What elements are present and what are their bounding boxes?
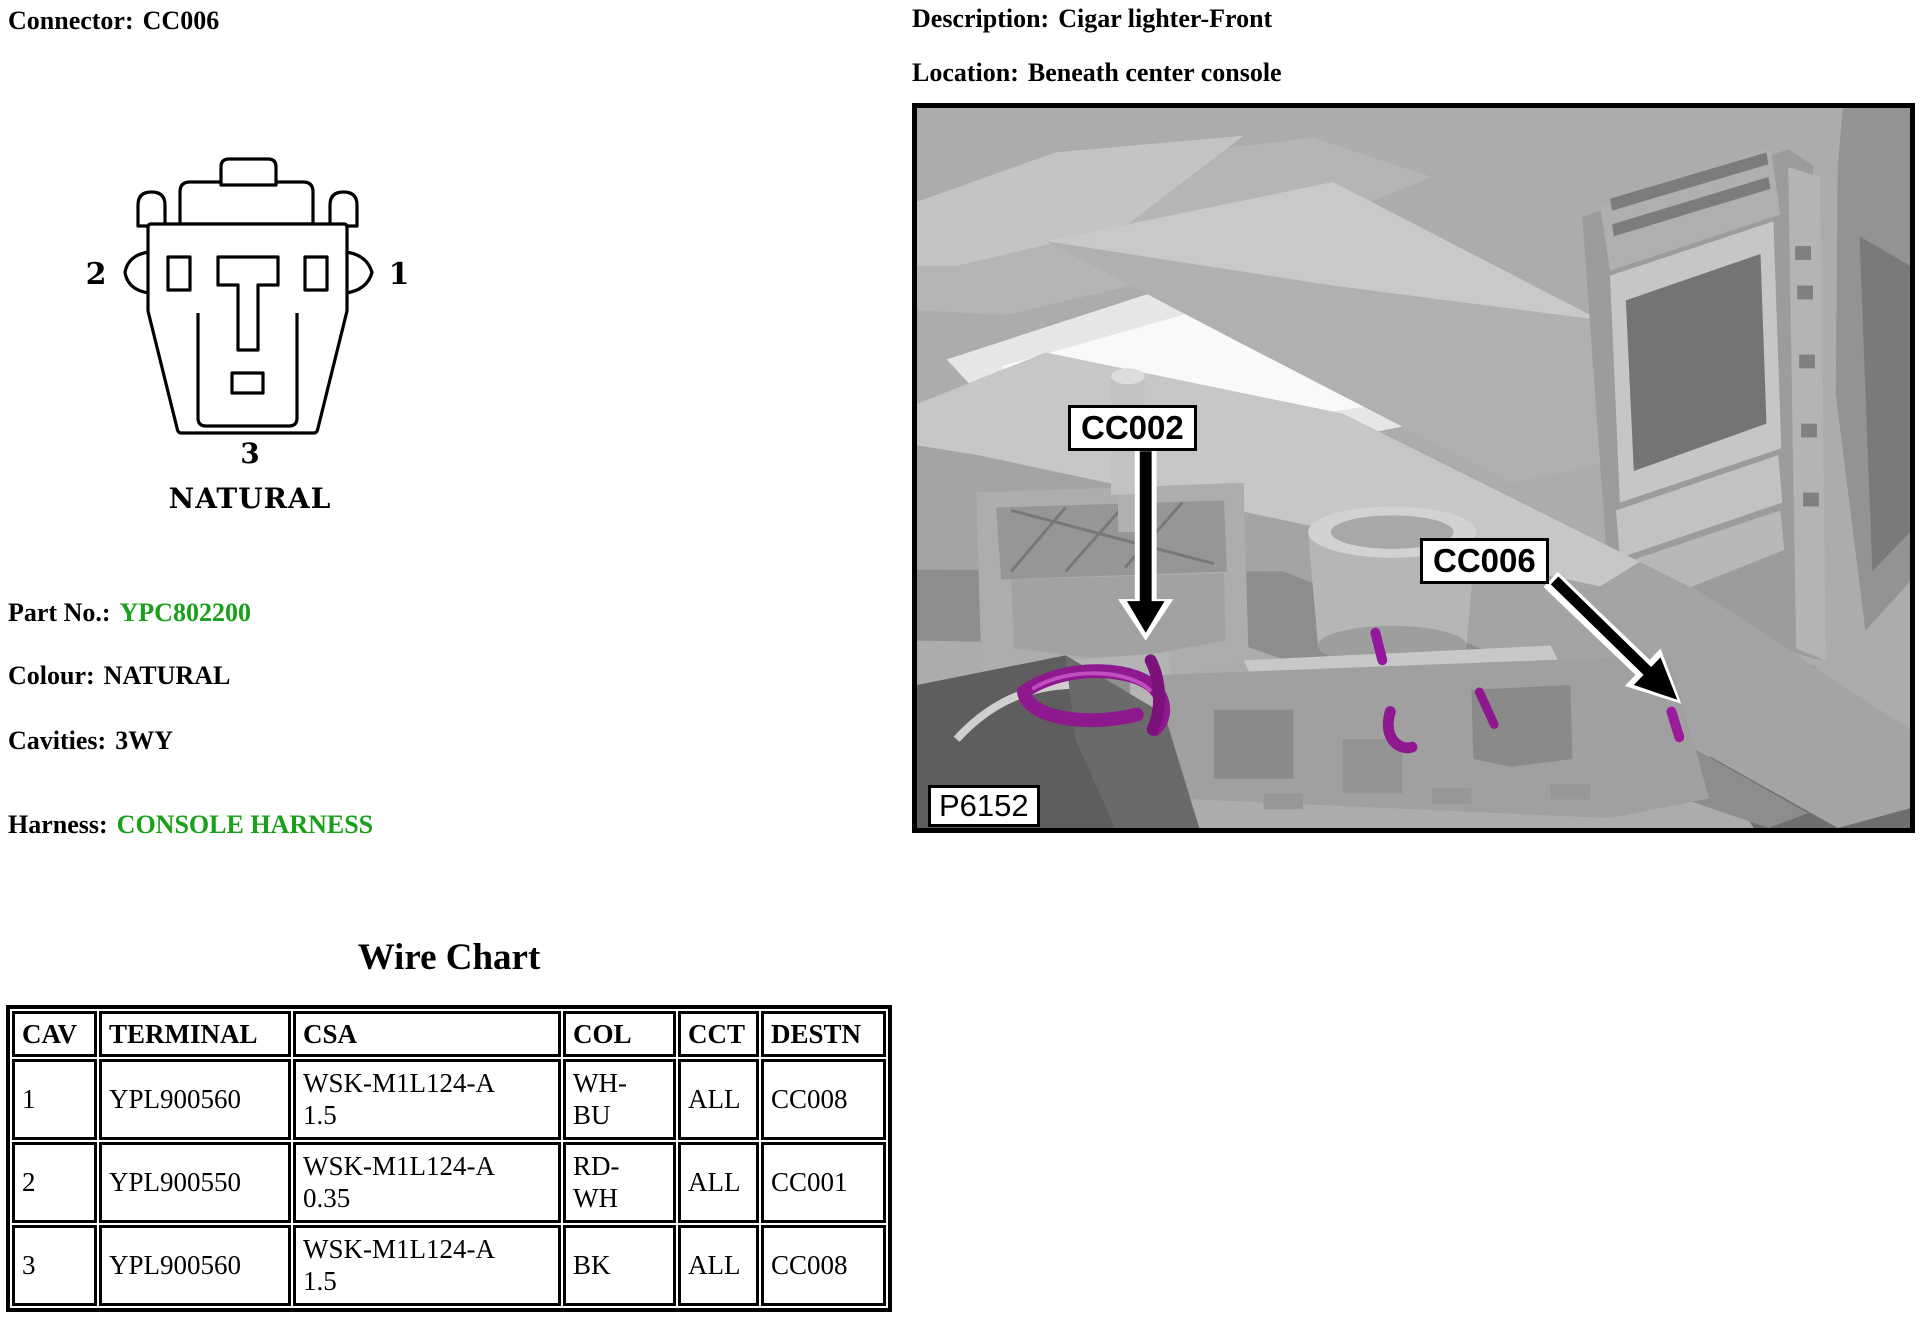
col-header-col: COL [563,1011,676,1057]
console-illustration [917,108,1910,828]
connector-label: Connector: [8,6,134,35]
cell-destn: CC008 [761,1059,886,1140]
cell-col [563,1225,676,1306]
table-row [12,1142,886,1223]
connector-value: CC006 [142,6,220,35]
description-line [912,4,1272,34]
cell-cav: 1 [12,1059,97,1140]
cell-cav: 2 [12,1142,97,1223]
description-value: Cigar lighter-Front [1058,4,1273,33]
harness-label: Harness: [8,810,108,839]
col-header-cav: CAV [12,1011,97,1057]
part-no-line [8,598,251,628]
csa-value: WSK-M1L124-A 0.35 [303,1150,494,1213]
cell-destn: CC008 [761,1225,886,1306]
col-header-terminal: TERMINAL [99,1011,291,1057]
wire-chart-header-row [12,1011,886,1057]
col-header-cct: CCT [678,1011,759,1057]
figure-id-badge: P6152 [928,785,1040,827]
cell-cct: ALL [678,1059,759,1140]
cell-csa [293,1225,561,1306]
pin-3-label: 3 [240,437,260,470]
cell-cct: ALL [678,1225,759,1306]
connector-face-diagram [85,150,410,470]
col-value: WH-BU [573,1067,627,1130]
cc002-callout: CC002 [1068,405,1197,451]
pin-1-label: 1 [388,257,410,292]
location-label: Location: [912,58,1019,87]
harness-line [8,810,373,840]
col-header-csa: CSA [293,1011,561,1057]
col-value: BK [573,1249,611,1280]
colour-label: Colour: [8,661,95,690]
part-no-label: Part No.: [8,598,111,627]
table-row [12,1225,886,1306]
colour-line [8,661,230,691]
cell-csa [293,1142,561,1223]
cavities-label: Cavities: [8,726,107,755]
table-row [12,1059,886,1140]
cell-destn: CC001 [761,1142,886,1223]
cell-terminal: YPL900550 [99,1142,291,1223]
cell-col [563,1059,676,1140]
pin-2-label: 2 [85,257,107,292]
colour-value: NATURAL [103,661,231,690]
description-label: Description: [912,4,1050,33]
location-value: Beneath center console [1027,58,1282,87]
cell-cct: ALL [678,1142,759,1223]
cavities-value: 3WY [115,726,173,755]
harness-value: CONSOLE HARNESS [116,810,374,839]
connector-heading [8,6,219,36]
wire-chart-title: Wire Chart [357,937,541,978]
connector-colour-caption: NATURAL [168,482,332,515]
cell-csa [293,1059,561,1140]
location-line [912,58,1282,88]
cavities-line [8,726,173,756]
cell-terminal: YPL900560 [99,1059,291,1140]
part-no-value: YPC802200 [119,598,251,627]
csa-value: WSK-M1L124-A 1.5 [303,1067,494,1130]
col-header-destn: DESTN [761,1011,886,1057]
cell-cav: 3 [12,1225,97,1306]
col-value: RD-WH [573,1150,620,1213]
cc006-callout: CC006 [1420,538,1549,584]
wire-chart-table [6,1005,892,1312]
cell-terminal: YPL900560 [99,1225,291,1306]
cell-col [563,1142,676,1223]
csa-value: WSK-M1L124-A 1.5 [303,1233,494,1296]
location-photo [912,103,1915,833]
